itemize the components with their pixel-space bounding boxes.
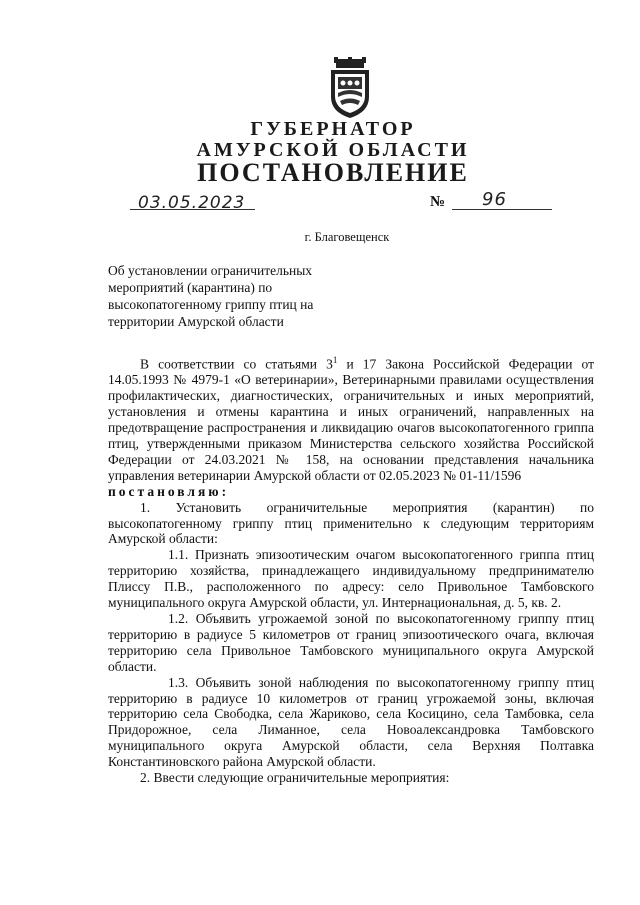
- paragraph-1-2: 1.2. Объявить угрожаемой зоной по высокопатогенному гриппу птиц территорию в радиусе 5 километров от границ эпизоотического очага, включая территорию села Привольное Тамбовского муниципального округа Амурской области.: [108, 611, 594, 674]
- number-label: №: [430, 194, 446, 210]
- paragraph-1-3: 1.3. Объявить зоной наблюдения по высокопатогенному гриппу птиц территорию в радиусе 10 километров от границ угрожаемой зоны, включая территорию села Свободка, села Жариково, села Косицино, села Тамбовка, села Придорожное, села Лиманное, села Новоалександровка Тамбовского муниципального округа Амурской области, села Верхняя Полтавка Константиновского района Амурской области.: [108, 674, 594, 770]
- paragraph-2: 2. Ввести следующие ограничительные мероприятия:: [140, 770, 450, 786]
- preamble: В соответствии со статьями $3^1$ и 17 Закона Российской Федерации от 14.05.1993 № 4979-1 «О ветеринарии», Ветеринарными правилами осуществления профилактических, диагностических, ограничительных и иных мероприятий, установления и отмены карантина и иных ограничений, направленных на предотвращение распространения и ликвидацию очагов высокопатогенного гриппа птиц, утвержденными приказом Министерства сельского хозяйства Российской Федерации от 24.03.2021 № 158, на основании представления начальника управления ветеринарии Амурской области от 02.05.2023 № 01-11/1596: [108, 355, 594, 483]
- document-date: 03.05.2023: [138, 193, 246, 213]
- header-title-governor: ГУБЕРНАТОР: [250, 118, 416, 140]
- date-underline: [130, 209, 255, 210]
- document-subject: Об установлении ограничительных мероприятий (карантина) по высокопатогенному гриппу птиц на территории Амурской области: [108, 263, 314, 329]
- paragraph-1: 1. Установить ограничительные мероприятия (карантин) по высокопатогенному гриппу птиц применительно к следующим территориям Амурской области:: [108, 499, 594, 547]
- coat-of-arms-icon: [327, 57, 373, 119]
- header-title-decree: ПОСТАНОВЛЕНИЕ: [197, 158, 469, 187]
- document-body: [108, 353, 594, 786]
- document-number: 96: [482, 189, 507, 210]
- header-title-region: АМУРСКОЙ ОБЛАСТИ: [196, 139, 470, 161]
- number-underline: [452, 209, 552, 210]
- paragraph-1-1: 1.1. Признать эпизоотическим очагом высокопатогенного гриппа птиц территорию хозяйства, принадлежащего индивидуальному предпринимателю Плиссу П.В., расположенного по адресу: село Привольное Тамбовского муниципального округа Амурской области, ул. Интернациональная, д. 5, кв. 2.: [108, 547, 594, 611]
- city: г. Благовещенск: [304, 230, 390, 244]
- resolve-line: постановляю:: [108, 483, 230, 499]
